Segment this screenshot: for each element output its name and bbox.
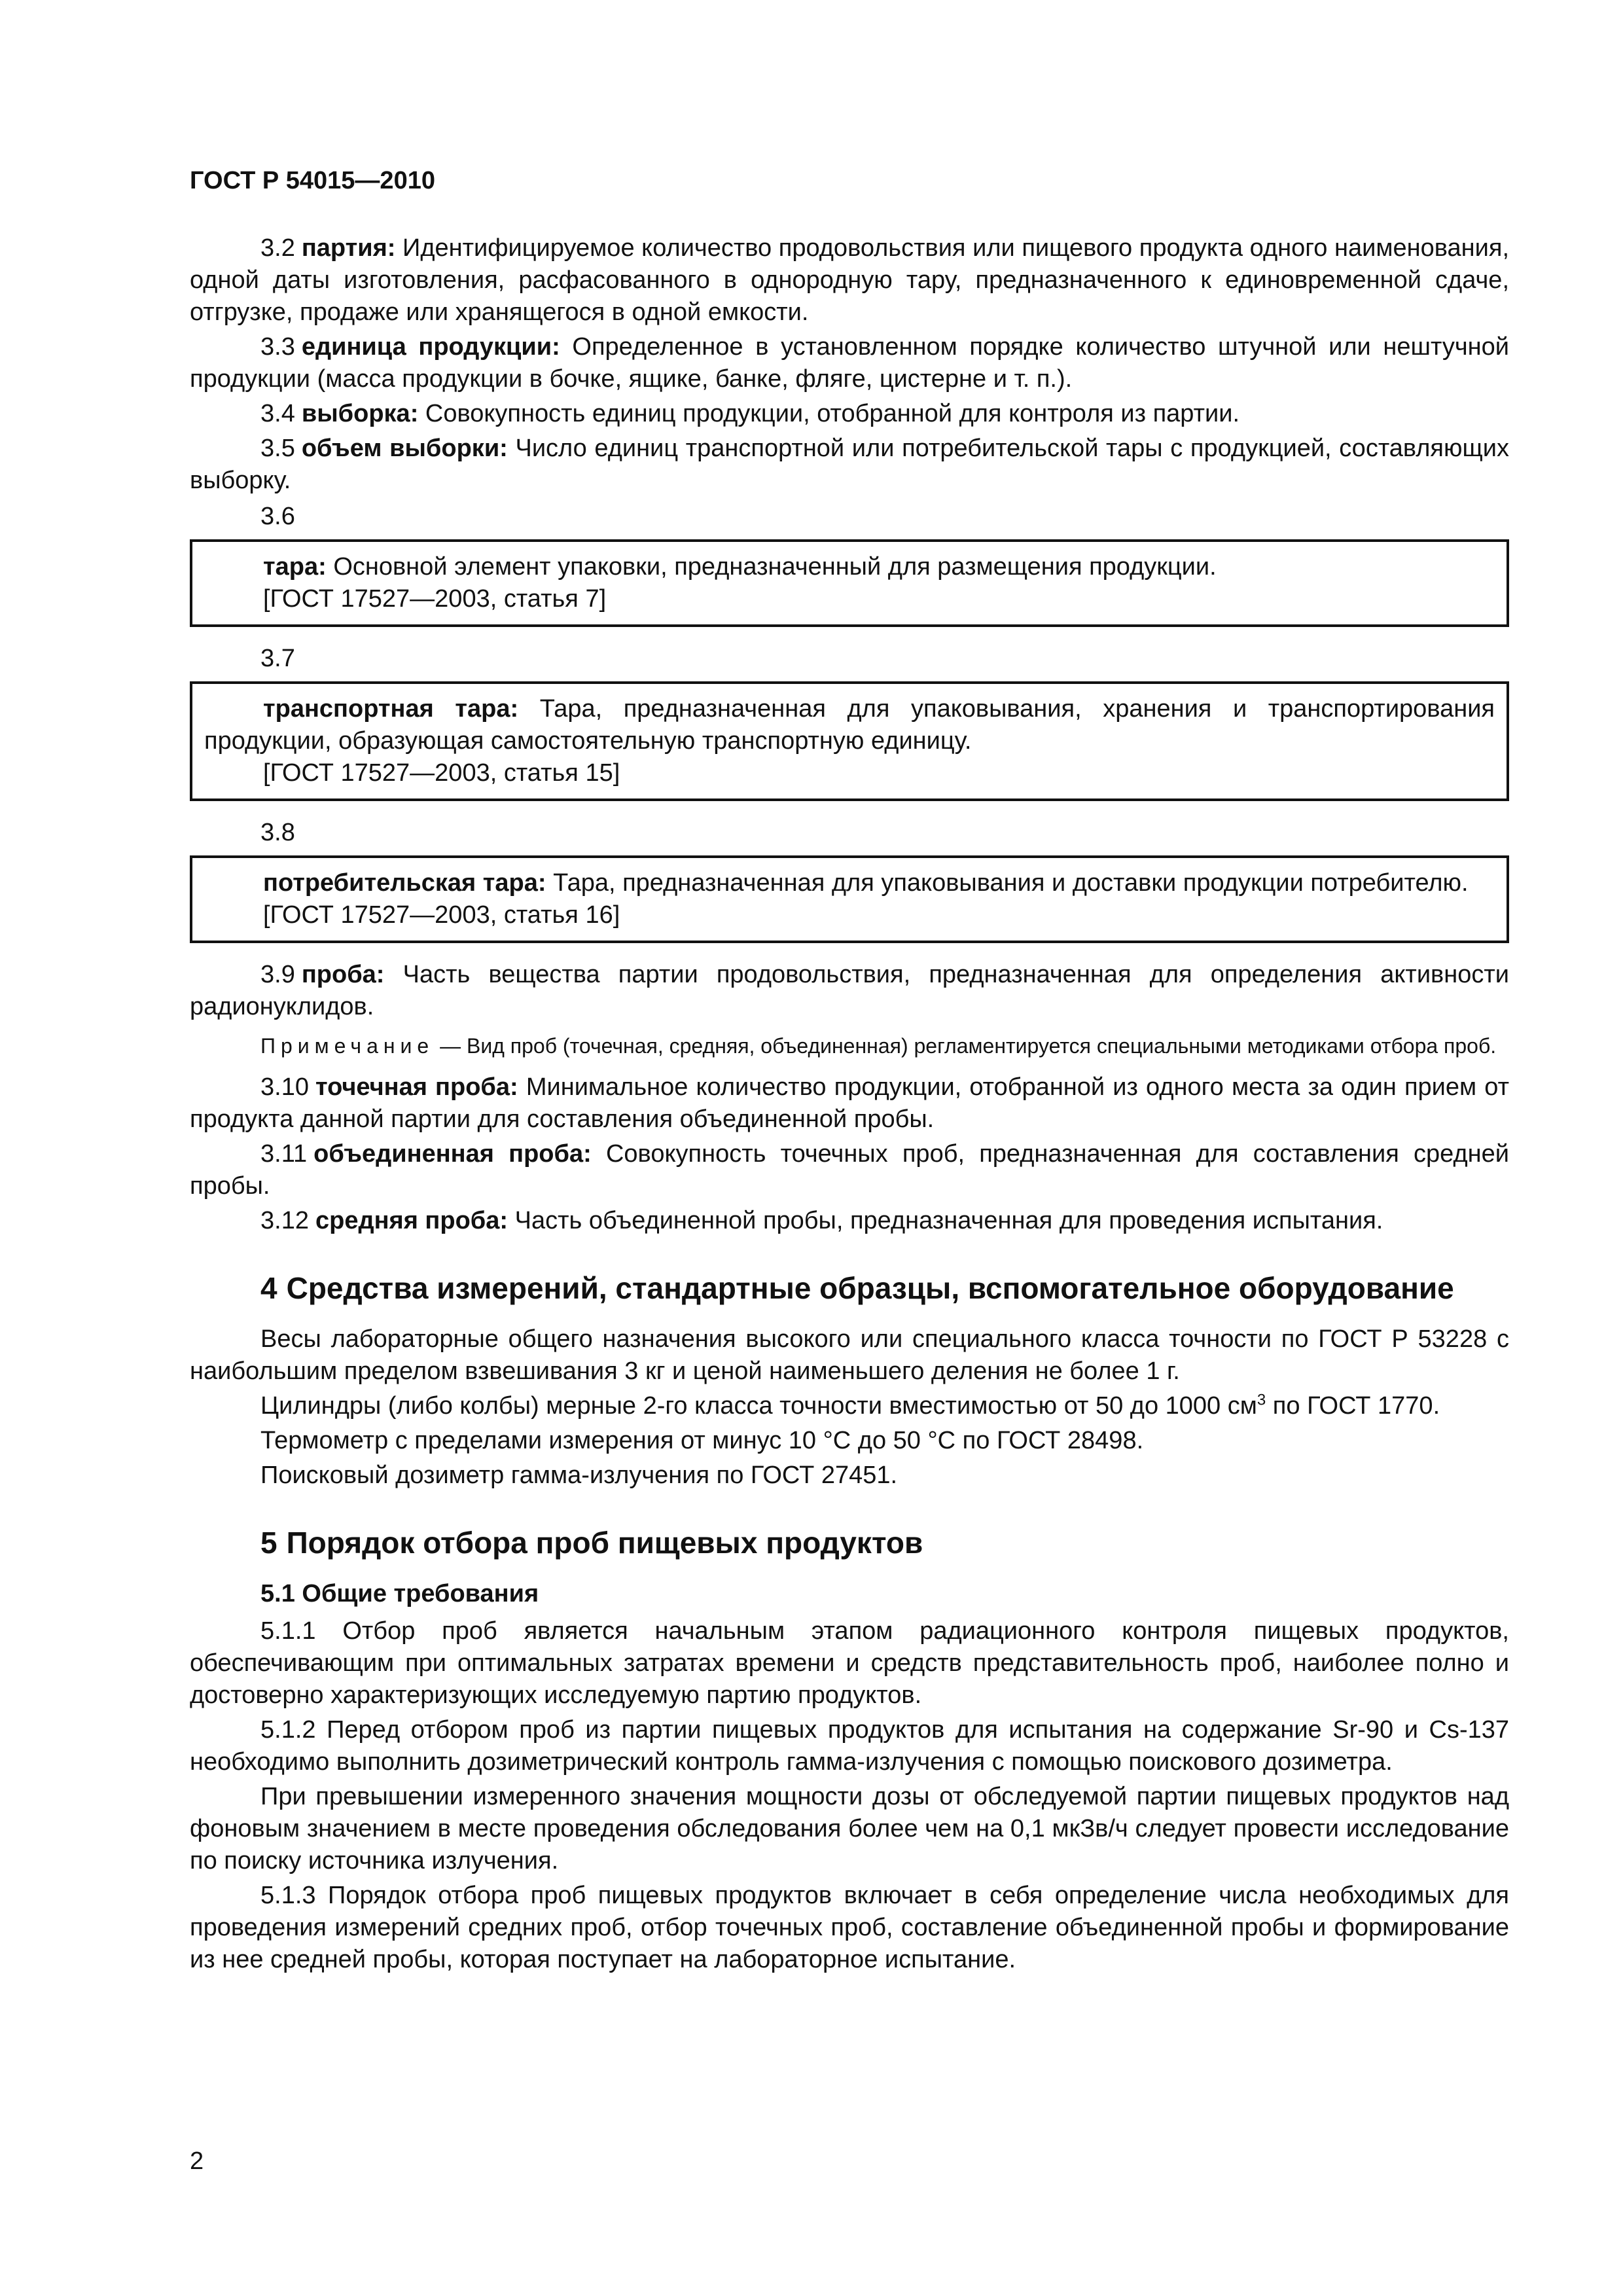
definition-term: тара:: [263, 553, 327, 581]
definition-term: потребительская тара:: [263, 869, 546, 897]
paragraph-text: Цилиндры (либо колбы) мерные 2-го класса точности вместимостью от 50 до 1000 см: [260, 1392, 1257, 1420]
definition-3-6-frame: [190, 539, 1509, 627]
section-4-paragraph: Весы лабораторные общего назначения высокого или специального класса точности по ГОСТ Р 53228 с наибольшим пределом взвешивания 3 кг и ценой наименьшего деления не более 1 г.: [190, 1325, 1509, 1385]
definition-number: 3.2: [260, 234, 295, 262]
definition-text: Часть объединенной пробы, предназначенная для проведения испытания.: [514, 1207, 1383, 1234]
definition-reference: [ГОСТ 17527—2003, статья 15]: [263, 759, 620, 787]
definition-text: Определенное в установленном порядке количество штучной или нештучной продукции (масса продукции в бочке, ящике, банке, фляге, цистерне и т. п.).: [190, 333, 1510, 393]
definition-text: Минимальное количество продукции, отобранной из одного места за один прием от продукта данной партии для составления объединенной пробы.: [190, 1073, 1509, 1133]
definition-number: 3.3: [260, 333, 295, 361]
definition-3-7: [204, 693, 1495, 757]
definition-term: проба:: [301, 961, 385, 988]
definition-text: Тара, предназначенная для упаковывания, хранения и транспортирования продукции, образующая самостоятельную транспортную единицу.: [204, 695, 1495, 755]
section-4-paragraph: Поисковый дозиметр гамма-излучения по ГОСТ 27451.: [260, 1462, 898, 1489]
definition-number: 3.11: [260, 1140, 308, 1168]
section-4-paragraph: Термометр с пределами измерения от минус 10 °С до 50 °С по ГОСТ 28498.: [260, 1427, 1144, 1454]
definition-term: средняя проба:: [315, 1207, 508, 1234]
section-number: 5: [260, 1526, 277, 1560]
subsection-number: 5.1: [260, 1580, 295, 1607]
section-5-paragraph: 5.1.3 Порядок отбора проб пищевых продуктов включает в себя определение числа необходимых для проведения измерений средних проб, отбор точечных проб, составление объединенной пробы и формирование из нее средней пробы, которая поступает на лабораторное испытание.: [190, 1882, 1509, 1973]
section-5-paragraph: При превышении измеренного значения мощности дозы от обследуемой партии пищевых продуктов над фоновым значением в месте проведения обследования более чем на 0,1 мкЗв/ч следует провести исследование по поиску источника излучения.: [190, 1783, 1509, 1874]
definition-text: Идентифицируемое количество продовольствия или пищевого продукта одного наименования, одной даты изготовления, расфасованного в однородную тару, предназначенного к единовременной сдаче, отгрузке, продаже или хранящегося в одной емкости.: [190, 234, 1509, 326]
definition-3-4: [190, 398, 1509, 430]
page-number: 2: [190, 2147, 204, 2175]
definition-3-8-frame: [190, 855, 1509, 943]
section-title: Средства измерений, стандартные образцы, вспомогательное оборудование: [286, 1271, 1454, 1305]
document-content: [190, 232, 1509, 1979]
definition-3-3: [190, 331, 1509, 395]
definition-3-9: [190, 959, 1509, 1023]
definition-term: транспортная тара:: [263, 695, 519, 723]
definition-text: Совокупность единиц продукции, отобранной для контроля из партии.: [425, 400, 1240, 427]
definition-number: 3.9: [260, 961, 295, 988]
definition-number: 3.10: [260, 1073, 309, 1101]
section-number: 4: [260, 1271, 277, 1305]
definition-number: 3.12: [260, 1207, 309, 1234]
section-4-paragraph: [190, 1390, 1509, 1422]
section-5-paragraph: 5.1.1 Отбор проб является начальным этапом радиационного контроля пищевых продуктов, обеспечивающим при оптимальных затратах времени и средств представительность проб, наиболее полно и достоверно характеризующих исследуемую партию продуктов.: [190, 1617, 1509, 1709]
definition-text: Совокупность точечных проб, предназначенная для составления средней пробы.: [190, 1140, 1509, 1200]
definition-text: Число единиц транспортной или потребительской тары с продукцией, составляющих выборку.: [190, 435, 1509, 494]
definition-term: точечная проба:: [315, 1073, 518, 1101]
definition-number: 3.5: [260, 435, 295, 462]
definition-term: объединенная проба:: [313, 1140, 592, 1168]
note-text: — Вид проб (точечная, средняя, объединенная) регламентируется специальными методиками отбора проб.: [440, 1034, 1497, 1058]
section-5-paragraph: 5.1.2 Перед отбором проб из партии пищевых продуктов для испытания на содержание Sr-90 и Cs-137 необходимо выполнить дозиметрический контроль гамма-излучения с помощью поискового дозиметра.: [190, 1716, 1509, 1776]
definition-3-8: [204, 867, 1495, 899]
definition-3-5: [190, 433, 1509, 497]
definition-3-7-number: 3.7: [260, 645, 295, 672]
document-code-header: ГОСТ Р 54015—2010: [190, 167, 435, 194]
definition-3-8-number: 3.8: [260, 819, 295, 846]
definition-text: Основной элемент упаковки, предназначенный для размещения продукции.: [333, 553, 1217, 581]
definition-3-6: [204, 551, 1495, 583]
definition-number: 3.4: [260, 400, 295, 427]
definition-3-2: [190, 232, 1509, 329]
definition-text: Часть вещества партии продовольствия, предназначенная для определения активности радионуклидов.: [190, 961, 1509, 1020]
definition-3-11: [190, 1138, 1509, 1202]
paragraph-text: по ГОСТ 1770.: [1266, 1392, 1440, 1420]
definition-term: единица продукции:: [301, 333, 560, 361]
section-title: Порядок отбора проб пищевых продуктов: [286, 1526, 923, 1560]
definition-term: выборка:: [301, 400, 419, 427]
definition-3-12: [190, 1205, 1509, 1237]
definition-3-6-number: 3.6: [260, 503, 295, 530]
definition-term: партия:: [301, 234, 396, 262]
definition-reference: [ГОСТ 17527—2003, статья 16]: [263, 901, 620, 929]
definition-reference: [ГОСТ 17527—2003, статья 7]: [263, 585, 607, 613]
definition-term: объем выборки:: [301, 435, 508, 462]
note: [190, 1032, 1509, 1060]
subsection-title: Общие требования: [302, 1580, 539, 1607]
definition-text: Тара, предназначенная для упаковывания и доставки продукции потребителю.: [553, 869, 1469, 897]
definition-3-10: [190, 1071, 1509, 1136]
section-5-heading: [190, 1523, 1509, 1562]
note-label: Примечание: [260, 1034, 435, 1058]
definition-3-7-frame: [190, 681, 1509, 801]
superscript: 3: [1257, 1391, 1266, 1409]
subsection-5-1-heading: [190, 1578, 1509, 1610]
section-4-heading: [190, 1268, 1509, 1308]
